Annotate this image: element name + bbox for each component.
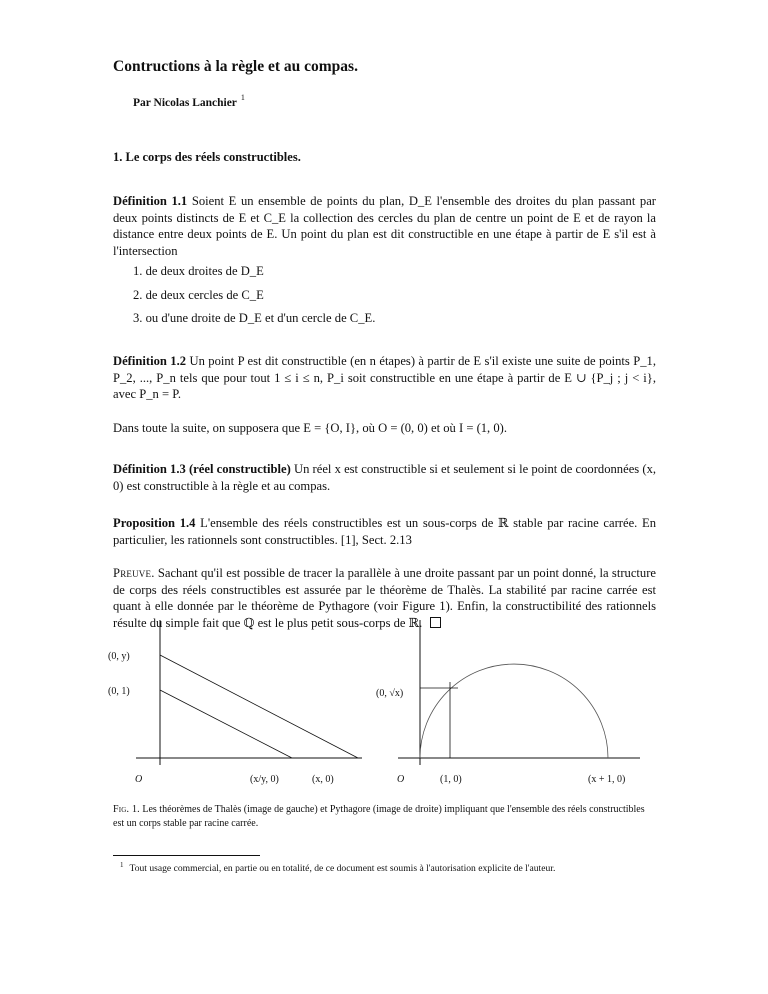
footnote: $^1$ Tout usage commercial, en partie ou en totalité, de ce document est soumis à l'autorisation explicite de l'auteur. xyxy=(120,861,556,874)
label-origin-right: O xyxy=(397,774,405,785)
footnote-rule xyxy=(113,855,260,856)
def13-label: Définition 1.3 (réel constructible) xyxy=(113,462,291,476)
definition-1-2 xyxy=(113,353,656,403)
paper-title: Contructions à la règle et au compas. xyxy=(113,58,358,75)
proposition-1-4 xyxy=(113,515,656,548)
label-origin-left: O xyxy=(135,774,143,785)
assumption-text: Dans toute la suite, on supposera que E = {O, I}, où O = (0, 0) et où I = (1, 0). xyxy=(113,421,507,435)
def11-item-1: 1. de deux droites de D_E xyxy=(133,264,264,278)
label-x-0: (x, 0) xyxy=(312,774,334,785)
def11-item-2: 2. de deux cercles de C_E xyxy=(133,287,264,302)
section-heading: 1. Le corps des réels constructibles. xyxy=(113,150,301,164)
label-sqrt-x: (0, √x) xyxy=(376,688,404,699)
label-1-0: (1, 0) xyxy=(440,774,462,785)
definition-1-1 xyxy=(113,193,656,259)
definition-1-3 xyxy=(113,461,656,494)
prop14-text: L'ensemble des réels constructibles est un sous-corps de ℝ stable par racine carrée. En particulier, les rationnels sont constructibles. [1], Sect. 2.13 xyxy=(113,516,656,547)
label-0-1: (0, 1) xyxy=(108,686,130,697)
caption-text: Les théorèmes de Thalès (image de gauche) et Pythagore (image de droite) impliquant que l'ensemble des réels constructibles est un corps stable par racine carrée. xyxy=(113,804,645,829)
figure-left-thales xyxy=(108,620,362,785)
proof-label: Preuve. xyxy=(113,566,155,580)
def12-label: Définition 1.2 xyxy=(113,354,187,368)
label-x-over-y: (x/y, 0) xyxy=(250,774,279,785)
label-x-plus-1: (x + 1, 0) xyxy=(588,774,626,785)
prop14-label: Proposition 1.4 xyxy=(113,516,196,530)
def11-item-3: 3. ou d'une droite de D_E et d'un cercle de C_E. xyxy=(133,311,376,325)
label-0-y: (0, y) xyxy=(108,651,130,662)
figure-caption xyxy=(113,803,656,831)
def13-text: Un réel x est constructible si et seulement si le point de coordonnées (x, 0) est constructible à la règle et au compas. xyxy=(113,462,657,493)
def12-text: Un point P est dit constructible (en n étapes) à partir de E s'il existe une suite de points P_1, P_2, ..., P_n tels que pour tout 1 ≤ i ≤ n, P_i soit constructible en une étape à partir de E ∪ {P_j ; j < i}, avec P_n = P. xyxy=(113,354,656,401)
caption-label: Fig. 1. xyxy=(113,804,140,815)
author-line: Par Nicolas Lanchier $^1$ xyxy=(133,93,245,109)
def11-text: Soient E un ensemble de points du plan, D_E l'ensemble des droites du plan passant par deux points distincts de E et C_E la collection des cercles du plan de centre un point de E et de rayon la distance entre deux points de E. Un point du plan est dit constructible en une étape à partir de E s'il est à l'intersection xyxy=(113,194,657,258)
def11-list xyxy=(133,263,375,334)
figure-1 xyxy=(100,610,660,790)
def11-label: Définition 1.1 xyxy=(113,194,188,208)
proof-text: Sachant qu'il est possible de tracer la parallèle à une droite passant par un point donné, la structure de corps des réels constructibles est assurée par le théorème de Thalès. La stabilité par racine carrée est quant à elle donnée par le théorème de Pythagore (voir Figure 1). Enfin, la constructibilité des rationnels résulte du simple fait que ℚ est le plus petit sous-corps de ℝ. xyxy=(113,566,656,630)
figure-right-pythagore xyxy=(376,620,640,785)
